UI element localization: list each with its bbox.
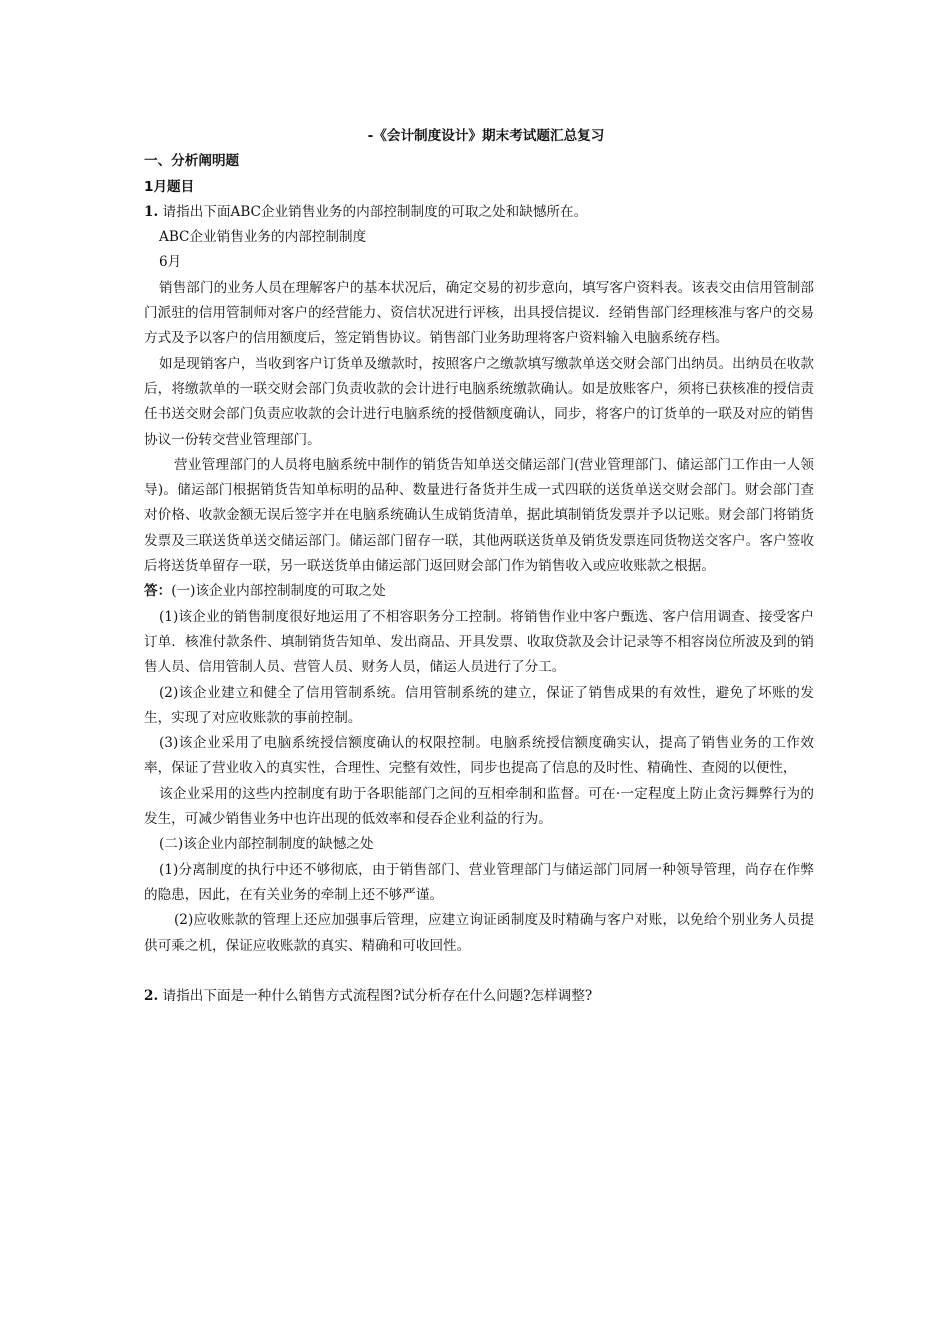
question-1-text: 请指出下面ABC企业销售业务的内部控制制度的可取之处和缺憾所在。 (162, 203, 588, 220)
answer-heading-1-text: (一)该企业内部控制制度的可取之处 (171, 583, 386, 600)
subheading-january: 1月题目 (144, 178, 195, 195)
question-2-text: 请指出下面是一种什么销售方式流程图?试分析存在什么问题?怎样调整? (162, 988, 593, 1005)
case-date: 6月 (159, 254, 182, 271)
question-1 (144, 200, 814, 225)
case-paragraph-2: 如是现销客户，当收到客户订货单及缴款时，按照客户之缴款填写缴款单送交财会部门出纳员。出纳员在收款后，将缴款单的一联交财会部门负责收款的会计进行电脑系统缴款确认。如是放账客户，须将已获核准的授信责任书送交财会部门负责应收款的会计进行电脑系统的授偕额度确认，同步，将客户的订货单的一联及对应的销售协议一份转交营业管理部门。 (144, 355, 814, 448)
answer-paragraph-1: (1)该企业的销售制度很好地运用了不相容职务分工控制。将销售作业中客户甄选、客户信用调查、接受客户订单．核准付款条件、填制销货告知单、发出商品、开具发票、收取贷款及会计记录等不相容岗位所波及到的销售人员、信用管制人员、营管人员、财务人员，储运人员进行了分工。 (144, 608, 814, 676)
answer-heading-2: (二)该企业内部控制制度的缺憾之处 (159, 836, 374, 853)
section-heading: 一、分析阐明题 (144, 153, 240, 170)
answer-heading-1 (144, 579, 814, 604)
document-title: -《会计制度设计》期末考试题汇总复习 (367, 128, 605, 144)
answer-paragraph-4: 该企业采用的这些内控制度有助于各职能部门之间的互相牵制和监督。可在·一定程度上防止贪污舞弊行为的发生，可减少销售业务中也许出现的低效率和侵吞企业利益的行为。 (144, 785, 814, 828)
document-body (144, 124, 814, 1009)
answer-paragraph-6: (2)应收账款的管理上还应加强事后管理，应建立询证函制度及时精确与客户对账，以免给个别业务人员提供可乘之机，保证应收账款的真实、精确和可收回性。 (144, 912, 814, 954)
question-1-number: 1. (144, 203, 159, 220)
answer-paragraph-5: (1)分离制度的执行中还不够彻底，由于销售部门、营业管理部门与储运部门同屑一种领导管理，尚存在作弊的隐患，因此，在有关业务的牵制上还不够严谨。 (144, 861, 814, 903)
question-2-number: 2. (144, 988, 159, 1005)
answer-paragraph-2: (2)该企业建立和健全了信用管制系统。信用管制系统的建立，保证了销售成果的有效性，避免了坏账的发生，实现了对应收账款的事前控制。 (144, 684, 814, 726)
blank-line (144, 959, 814, 984)
answer-label: 答： (144, 583, 172, 600)
answer-paragraph-3: (3)该企业采用了电脑系统授信额度确认的权限控制。电脑系统授信额度确实认，提高了销售业务的工作效率，保证了营业收入的真实性，合理性、完整有效性，同步也提高了信息的及时性、精确性、查阅的以便性， (144, 735, 814, 777)
case-title: ABC企业销售业务的内部控制制度 (159, 229, 367, 246)
case-paragraph-3: 营业管理部门的人员将电脑系统中制作的销货告知单送交储运部门(营业管理部门、储运部门工作由一人领导)。储运部门根据销货告知单标明的品种、数量进行备货并生成一式四联的送货单送交财会部门。财会部门查对价格、收款金额无误后签字并在电脑系统确认生成销货清单，据此填制销货发票并予以记账。财会部门将销货发票及三联送货单送交储运部门。储运部门留存一联，其他两联送货单及销货发票连同货物送交客户。客户签收后将送货单留存一联，另一联送货单由储运部门返回财会部门作为销售收入或应收账款之根据。 (144, 456, 814, 575)
question-2 (144, 984, 814, 1009)
case-paragraph-1: 销售部门的业务人员在理解客户的基本状况后，确定交易的初步意向，填写客户资料表。该表交由信用管制部门派驻的信用管制师对客户的经营能力、资信状况进行评核，出具授信提议．经销售部门经理核准与客户的交易方式及予以客户的信用额度后，签定销售协议。销售部门业务助理将客户资料输入电脑系统存档。 (144, 279, 814, 347)
